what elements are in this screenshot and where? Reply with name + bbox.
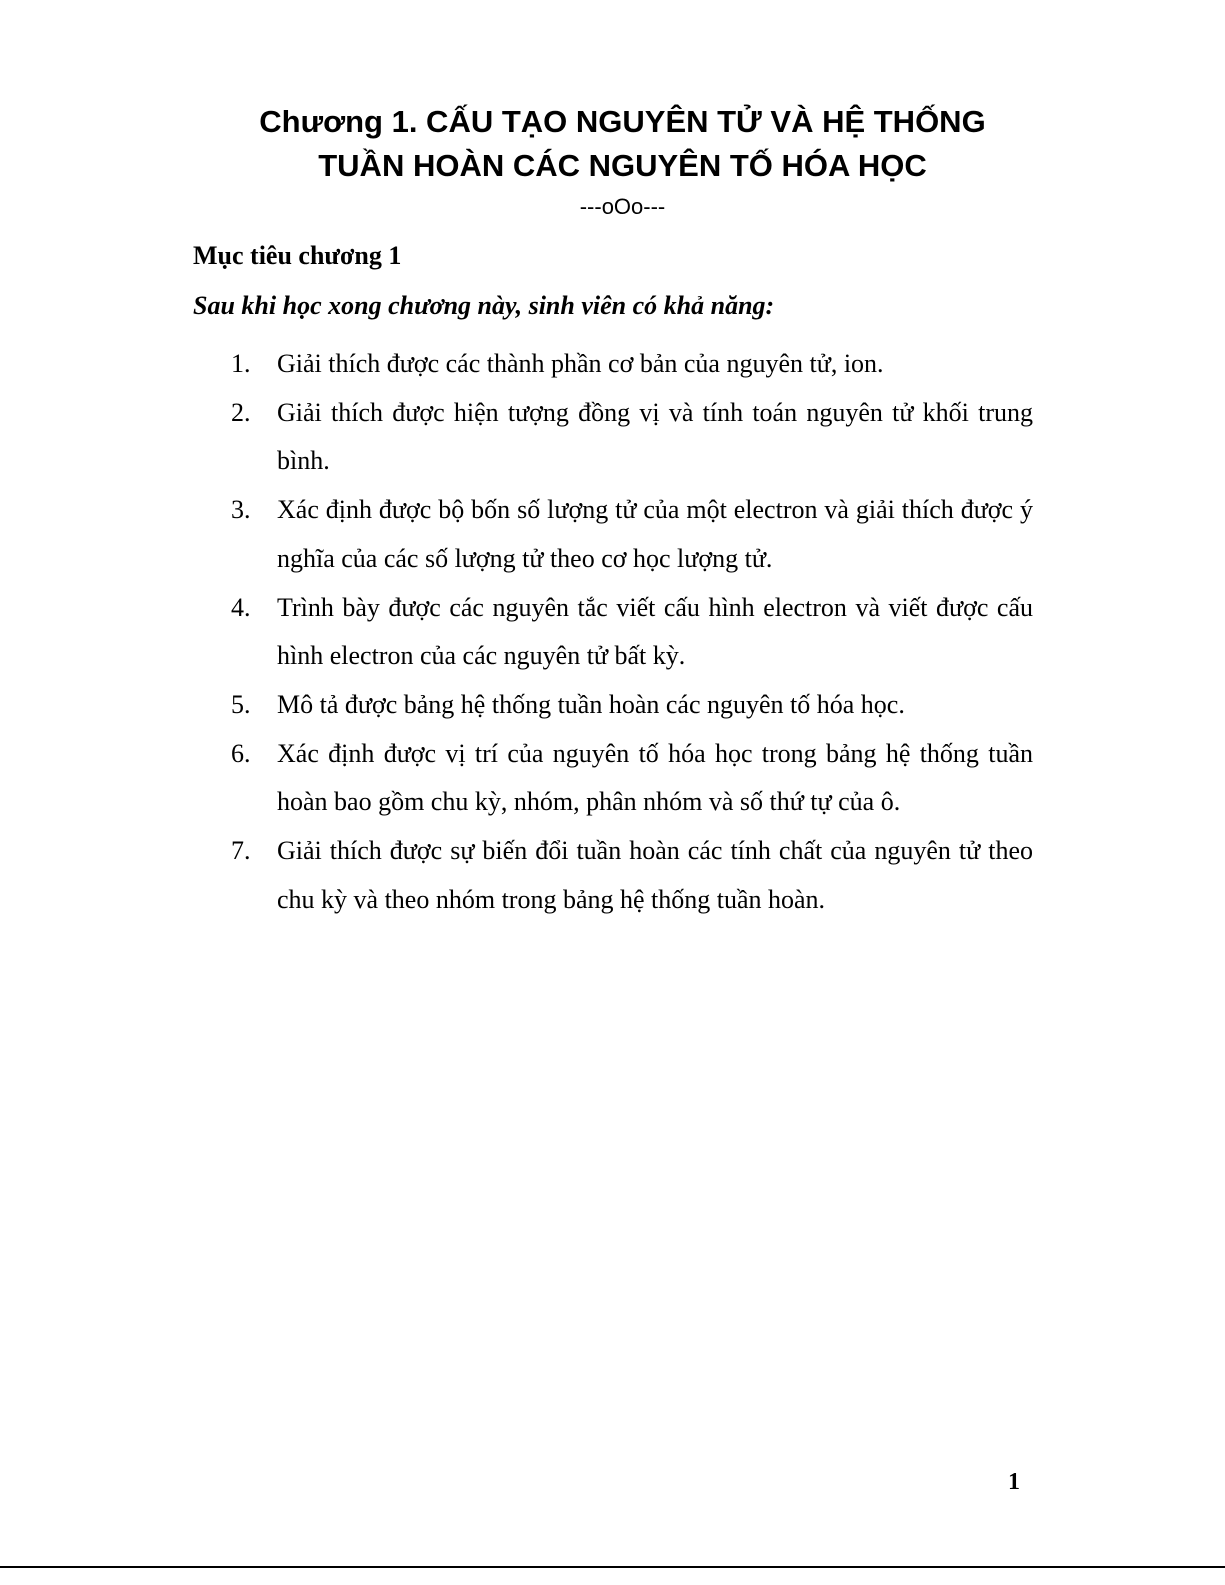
objective-item: [231, 340, 1033, 389]
objective-item: [231, 730, 1033, 827]
objective-item: [231, 584, 1033, 681]
objective-text: Giải thích được hiện tượng đồng vị và tính toán nguyên tử khối trung bình.: [277, 397, 1033, 476]
bottom-divider: [0, 1566, 1225, 1568]
objective-number: 2.: [231, 397, 251, 427]
page-number: 1: [1008, 1469, 1020, 1495]
objective-number: 6.: [231, 738, 251, 768]
objective-number: 3.: [231, 495, 251, 525]
objective-number: 4.: [231, 592, 251, 622]
chapter-title-line-1: Chương 1. CẤU TẠO NGUYÊN TỬ VÀ HỆ THỐNG: [259, 104, 986, 139]
objective-text: Mô tả được bảng hệ thống tuần hoàn các nguyên tố hóa học.: [277, 689, 905, 719]
objective-text: Giải thích được sự biến đổi tuần hoàn các tính chất của nguyên tử theo chu kỳ và theo nhóm trong bảng hệ thống tuần hoàn.: [277, 836, 1033, 914]
chapter-title-line-2: TUẦN HOÀN CÁC NGUYÊN TỐ HÓA HỌC: [318, 148, 927, 183]
objectives-intro: Sau khi học xong chương này, sinh viên có khả năng:: [193, 291, 775, 320]
objective-number: 5.: [231, 689, 251, 719]
objective-item: [231, 827, 1033, 924]
objective-text: Xác định được vị trí của nguyên tố hóa học trong bảng hệ thống tuần hoàn bao gồm chu kỳ, nhóm, phân nhóm và số thứ tự của ô.: [277, 738, 1033, 817]
objective-item: [231, 681, 1033, 730]
section-heading: Mục tiêu chương 1: [193, 241, 402, 270]
objective-number: 7.: [231, 836, 251, 866]
objective-text: Giải thích được các thành phần cơ bản của nguyên tử, ion.: [277, 349, 884, 378]
title-separator: ---oOo---: [579, 194, 666, 219]
objective-text: Xác định được bộ bốn số lượng tử của một electron và giải thích được ý nghĩa của các số lượng tử theo cơ học lượng tử.: [277, 495, 1033, 573]
objective-item: [231, 389, 1033, 486]
objective-text: Trình bày được các nguyên tắc viết cấu hình electron và viết được cấu hình electron của các nguyên tử bất kỳ.: [277, 592, 1033, 671]
objectives-list: [231, 340, 1033, 924]
objective-number: 1.: [231, 349, 251, 378]
objective-item: [231, 486, 1033, 583]
